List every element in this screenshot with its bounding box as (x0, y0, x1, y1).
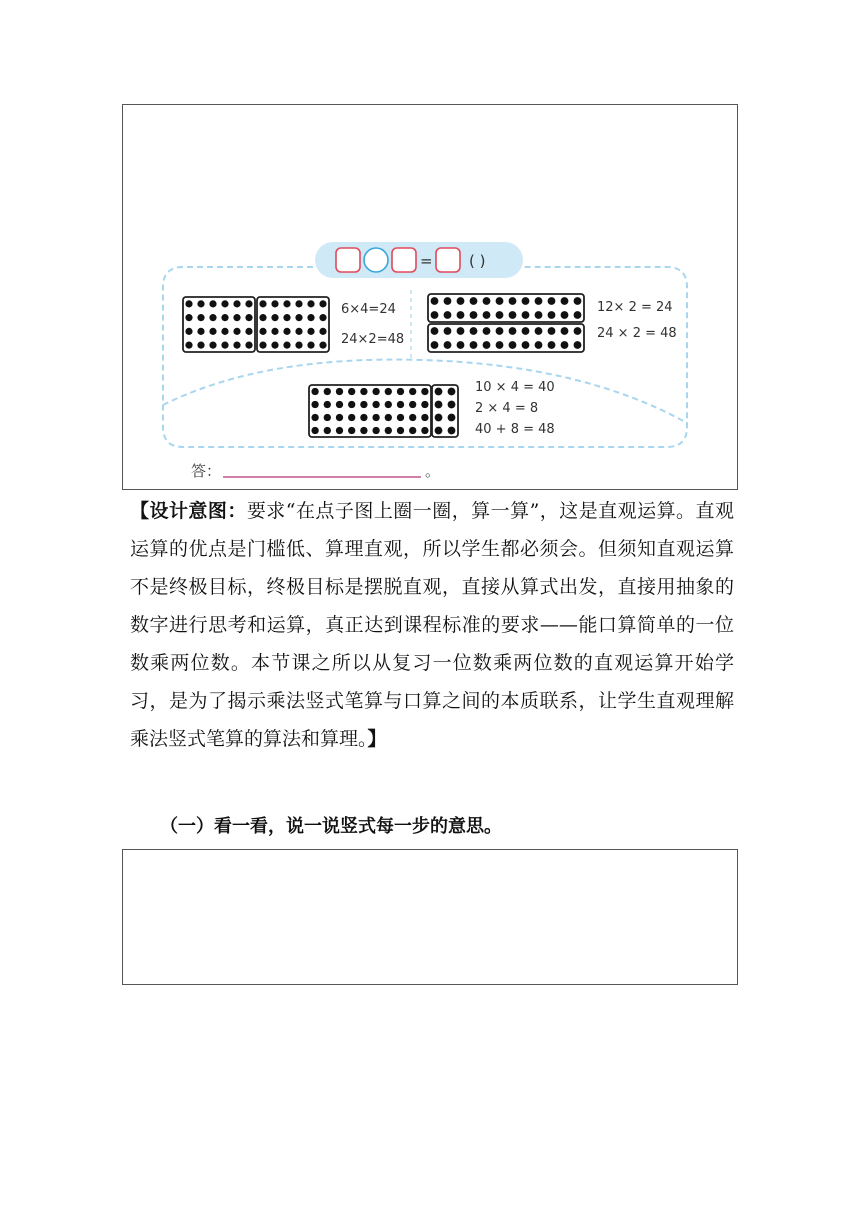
dot (385, 414, 392, 421)
dot-group-12x2 (428, 324, 584, 352)
dot (336, 401, 343, 408)
right-eq-2: 24 × 2 = 48 (597, 326, 677, 341)
design-intent-paragraph (130, 492, 734, 758)
dot (385, 401, 392, 408)
dot (185, 314, 192, 321)
dot (431, 341, 439, 349)
dot-array-figure (123, 105, 737, 489)
dot (233, 314, 240, 321)
answer-label: 答： (191, 462, 222, 480)
dot (561, 327, 569, 335)
dot (421, 427, 428, 434)
dot (209, 314, 216, 321)
dot (348, 388, 355, 395)
dot (457, 341, 465, 349)
dot (421, 388, 428, 395)
dot (295, 314, 302, 321)
dot (295, 300, 302, 307)
dot (522, 311, 530, 319)
unit-parentheses: ( ) (469, 252, 486, 270)
figure-box (122, 104, 738, 490)
bottom-eq-3: 40 + 8 = 48 (475, 422, 555, 437)
dot (561, 311, 569, 319)
dot (421, 401, 428, 408)
dot (197, 342, 204, 349)
dot (448, 414, 456, 422)
dot (444, 311, 452, 319)
dot (535, 311, 543, 319)
dot (360, 401, 367, 408)
dot (221, 342, 228, 349)
dot (509, 341, 517, 349)
dot (496, 297, 504, 305)
dot (348, 427, 355, 434)
dot (435, 388, 443, 396)
dot (470, 341, 478, 349)
dot (548, 341, 556, 349)
dot (397, 388, 404, 395)
dot (319, 300, 326, 307)
dot (295, 342, 302, 349)
left-eq-2: 24×2=48 (341, 332, 405, 347)
dot (348, 401, 355, 408)
dot (409, 388, 416, 395)
dot (319, 328, 326, 335)
design-intent-close: 】 (367, 728, 387, 750)
dot (319, 342, 326, 349)
dot (448, 401, 456, 409)
dot (271, 342, 278, 349)
dot (259, 300, 266, 307)
dot (409, 427, 416, 434)
dot (435, 401, 443, 409)
dot (311, 388, 318, 395)
design-intent-body: 要求“在点子图上圈一圈，算一算”，这是直观运算。直观运算的优点是门槛低、算理直观，所以学生都必须会。但须知直观运算不是终极目标，终极目标是摆脱直观，直接从算式出发，直接用抽象的数字进行思考和运算，真正达到课程标准的要求——能口算简单的一位数乘两位数。本节课之所以从复习一位数乘两位数的直观运算开始学习，是为了揭示乘法竖式笔算与口算之间的本质联系，让学生直观理解乘法竖式笔算的算法和算理。 (130, 500, 734, 750)
dot (548, 327, 556, 335)
dot (470, 297, 478, 305)
dot (444, 341, 452, 349)
dot (197, 328, 204, 335)
dot (548, 311, 556, 319)
dot (319, 314, 326, 321)
dot (283, 342, 290, 349)
dot (535, 327, 543, 335)
dot (483, 341, 491, 349)
dot (457, 297, 465, 305)
dot (245, 342, 252, 349)
blank-box (392, 248, 416, 272)
dot (259, 314, 266, 321)
dot (307, 314, 314, 321)
dot (295, 328, 302, 335)
design-intent-label: 【设计意图： (130, 500, 247, 522)
dot (522, 341, 530, 349)
dot (509, 311, 517, 319)
dot (535, 297, 543, 305)
dot (245, 328, 252, 335)
dot (483, 297, 491, 305)
dot (360, 414, 367, 421)
dot (372, 401, 379, 408)
blank-box (336, 248, 360, 272)
dot (470, 311, 478, 319)
dot (336, 414, 343, 421)
dot (245, 300, 252, 307)
dot (185, 300, 192, 307)
dot (324, 388, 331, 395)
dot (307, 300, 314, 307)
dot (548, 297, 556, 305)
dot (574, 327, 582, 335)
dot (221, 314, 228, 321)
answer-period: 。 (425, 462, 441, 480)
dot (197, 300, 204, 307)
dot (307, 342, 314, 349)
dot (574, 297, 582, 305)
dot (283, 300, 290, 307)
dot (561, 341, 569, 349)
dot (283, 328, 290, 335)
dot (185, 328, 192, 335)
dot-group-12x2 (428, 294, 584, 322)
dot (435, 427, 443, 435)
equals-sign: = (420, 252, 433, 270)
dot (409, 414, 416, 421)
empty-content-box (122, 849, 738, 985)
dot (259, 342, 266, 349)
dot (311, 401, 318, 408)
dot (409, 401, 416, 408)
dot (431, 327, 439, 335)
dot (574, 341, 582, 349)
dot (271, 314, 278, 321)
dot (509, 297, 517, 305)
dot (483, 327, 491, 335)
dot (444, 297, 452, 305)
dot (421, 414, 428, 421)
dot (233, 342, 240, 349)
dot (324, 401, 331, 408)
dot (522, 327, 530, 335)
dot (185, 342, 192, 349)
dot (483, 311, 491, 319)
dot (197, 314, 204, 321)
dot (245, 314, 252, 321)
blank-box (436, 248, 460, 272)
dot (574, 311, 582, 319)
dot (385, 427, 392, 434)
dot (336, 388, 343, 395)
dot (372, 414, 379, 421)
dot (397, 414, 404, 421)
dot (307, 328, 314, 335)
operator-circle (364, 248, 388, 272)
right-eq-1: 12× 2 = 24 (597, 300, 673, 315)
dot (561, 297, 569, 305)
dot (522, 297, 530, 305)
dot (496, 327, 504, 335)
dot (397, 427, 404, 434)
dot (209, 300, 216, 307)
dot-group-6x4 (257, 297, 329, 352)
dot (509, 327, 517, 335)
dot (496, 311, 504, 319)
dot (209, 342, 216, 349)
bottom-eq-1: 10 × 4 = 40 (475, 380, 555, 395)
dot (360, 427, 367, 434)
dot (283, 314, 290, 321)
dot (221, 328, 228, 335)
dot (372, 427, 379, 434)
left-eq-1: 6×4=24 (341, 302, 396, 317)
dot (360, 388, 367, 395)
dot (457, 327, 465, 335)
dot (470, 327, 478, 335)
dot (233, 328, 240, 335)
dot (348, 414, 355, 421)
dot (259, 328, 266, 335)
section-heading: （一）看一看，说一说竖式每一步的意思。 (160, 816, 502, 837)
dot (209, 328, 216, 335)
equation-bar (315, 242, 523, 278)
dot (448, 388, 456, 396)
dot-group-6x4 (183, 297, 255, 352)
dot (271, 328, 278, 335)
dot (444, 327, 452, 335)
dot (385, 388, 392, 395)
dot (448, 427, 456, 435)
dot (535, 341, 543, 349)
dot (431, 311, 439, 319)
dot (221, 300, 228, 307)
dot (496, 341, 504, 349)
bottom-eq-2: 2 × 4 = 8 (475, 401, 539, 416)
dot (336, 427, 343, 434)
dot (311, 414, 318, 421)
dot (397, 401, 404, 408)
dot (435, 414, 443, 422)
dot (431, 297, 439, 305)
dot (324, 414, 331, 421)
dot (271, 300, 278, 307)
dot (457, 311, 465, 319)
dot (372, 388, 379, 395)
dot (311, 427, 318, 434)
dot (324, 427, 331, 434)
dot (233, 300, 240, 307)
